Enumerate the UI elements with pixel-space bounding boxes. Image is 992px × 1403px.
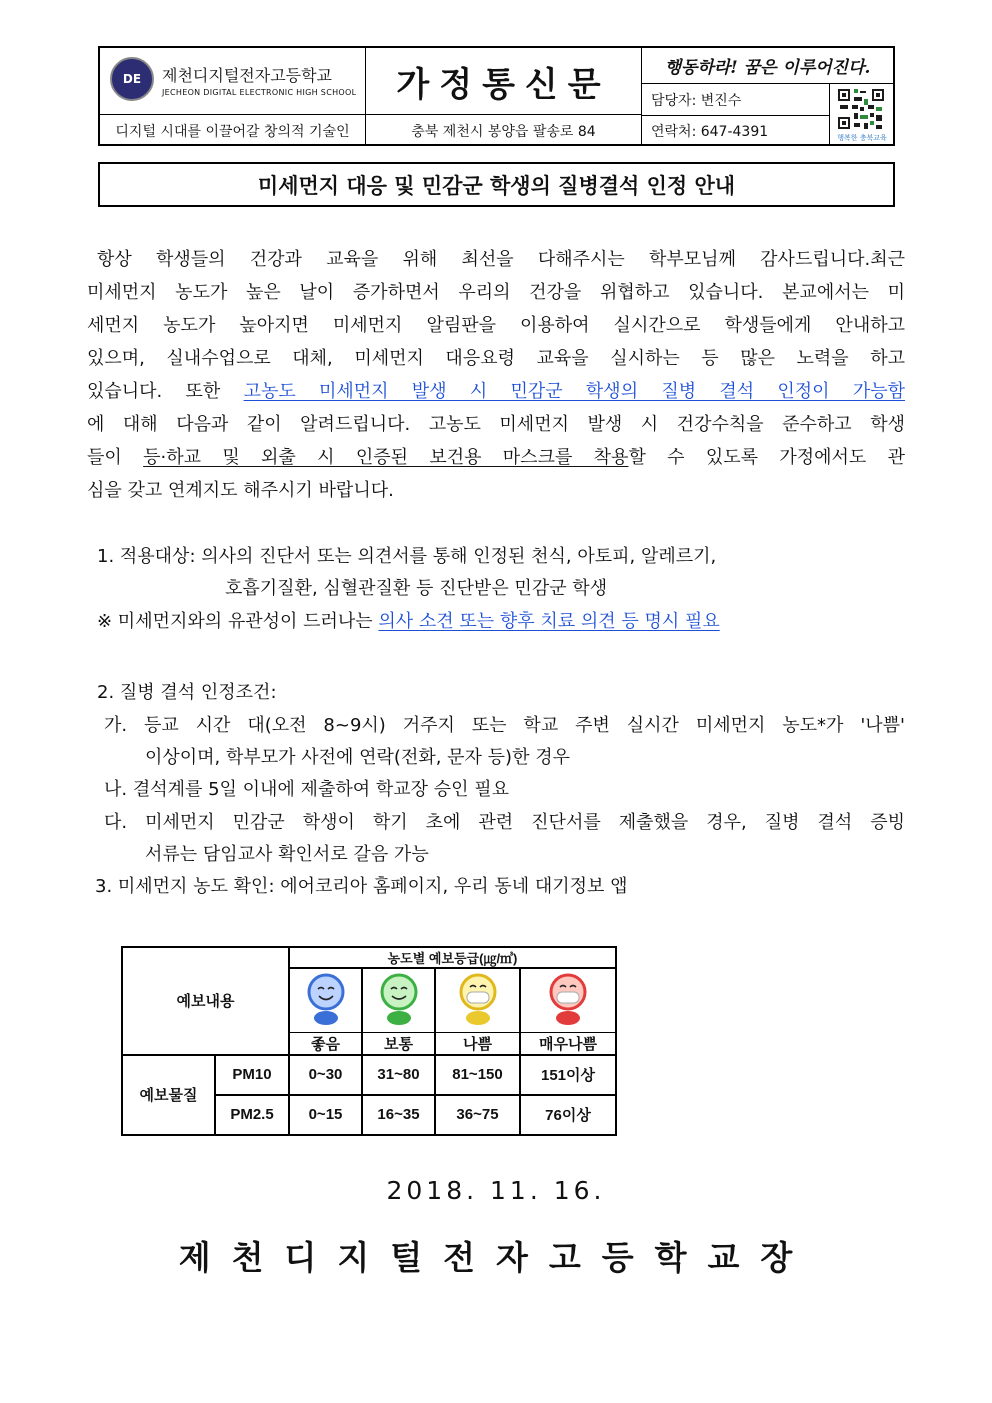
principal-signature: 제천디지털전자고등학교장	[178, 1238, 814, 1277]
concentration-grade-header: 농도별 예보등급(㎍/㎥)	[289, 947, 616, 968]
notice-subject: 미세먼지 대응 및 민감군 학생의 질병결석 인정 안내	[98, 162, 895, 207]
grade-label-normal: 보통	[362, 1032, 435, 1055]
section-2-c-line-1: 다. 미세먼지 민감군 학생이 학기 초에 관련 진단서를 제출했을 경우, 질병 결석 증빙	[104, 812, 905, 833]
school-motto: 디지털 시대를 이끌어갈 창의적 기술인	[100, 115, 366, 146]
pollutant-group-label: 예보물질	[122, 1055, 215, 1135]
note-highlight: 의사 소견 또는 향후 치료 의견 등 명시 필요	[378, 611, 720, 632]
section-1-note: ※ 미세먼지와의 유관성이 드러나는 의사 소견 또는 향후 치료 의견 등 명시 필요	[97, 611, 720, 632]
issue-date: 2018. 11. 16.	[386, 1176, 606, 1205]
school-emblem-icon: DE	[110, 57, 154, 101]
mask-yellow-icon	[454, 970, 502, 1026]
section-1-line-2: 호흡기질환, 심혈관질환 등 진단받은 민감군 학생	[225, 578, 608, 599]
intro-underline: 등·하교 및 외출 시 인증된 보건용 마스크를 착용	[143, 447, 629, 468]
forecast-content-header: 예보내용	[122, 947, 289, 1055]
school-name: 제천디지털전자고등학교	[162, 66, 333, 85]
pm25-bad: 36~75	[435, 1095, 520, 1135]
grade-label-bad: 나쁨	[435, 1032, 520, 1055]
newsletter-header	[98, 46, 895, 146]
contact-number: 연락처: 647-4391	[642, 116, 830, 146]
pm10-very-bad: 151이상	[520, 1055, 616, 1095]
intro-highlight: 고농도 미세먼지 발생 시 민감군 학생의 질병 결석 인정이 가능함	[243, 381, 905, 402]
section-2-b: 나. 결석계를 5일 이내에 제출하여 학교장 승인 필요	[104, 779, 509, 800]
pm25-very-bad: 76이상	[520, 1095, 616, 1135]
grade-very-bad-icon-cell	[520, 968, 616, 1032]
mask-red-icon	[544, 970, 592, 1026]
pm25-label: PM2.5	[215, 1095, 289, 1135]
pm25-good: 0~15	[289, 1095, 362, 1135]
pm10-normal: 31~80	[362, 1055, 435, 1095]
intro-line-2: 미세먼지 농도가 높은 날이 증가하면서 우리의 건강을 위협하고 있습니다. 본교에서는 미	[87, 282, 905, 303]
section-2-title: 2. 질병 결석 인정조건:	[97, 682, 277, 703]
manager-name: 담당자: 변진수	[642, 84, 830, 116]
intro-line-5: 있습니다. 또한 고농도 미세먼지 발생 시 민감군 학생의 질병 결석 인정이 가능함	[87, 381, 905, 402]
intro-line-4: 있으며, 실내수업으로 대체, 미세먼지 대응요령 교육을 실시하는 등 많은 노력을 하고	[87, 348, 905, 369]
qr-caption: 행복한 충북교육	[837, 134, 887, 142]
air-quality-forecast-table	[121, 946, 617, 1136]
section-2-a-line-2: 이상이며, 학부모가 사전에 연락(전화, 문자 등)한 경우	[145, 747, 570, 768]
section-3: 3. 미세먼지 농도 확인: 에어코리아 홈페이지, 우리 동네 대기정보 앱	[95, 876, 628, 897]
grade-normal-icon-cell	[362, 968, 435, 1032]
qr-code-icon	[836, 87, 886, 131]
pm10-label: PM10	[215, 1055, 289, 1095]
qr-code-cell	[830, 84, 893, 146]
school-address: 충북 제천시 봉양읍 팔송로 84	[366, 115, 642, 146]
intro-line-7: 들이 등·하교 및 외출 시 인증된 보건용 마스크를 착용할 수 있도록 가정에서도 관	[87, 447, 906, 468]
section-2-a-line-1: 가. 등교 시간 대(오전 8~9시) 거주지 또는 학교 주변 실시간 미세먼지 농도*가 '나쁨'	[104, 715, 905, 736]
intro-line-6: 에 대해 다음과 같이 알려드립니다. 고농도 미세먼지 발생 시 건강수칙을 준수하고 학생	[87, 414, 905, 435]
smile-blue-icon	[302, 970, 350, 1026]
smile-green-icon	[375, 970, 423, 1026]
intro-line-3: 세먼지 농도가 높아지면 미세먼지 알림판을 이용하여 실시간으로 학생들에게 안내하고	[87, 315, 905, 336]
grade-label-very-bad: 매우나쁨	[520, 1032, 616, 1055]
school-logo-cell	[100, 48, 366, 115]
grade-bad-icon-cell	[435, 968, 520, 1032]
school-slogan: 행동하라! 꿈은 이루어진다.	[642, 48, 893, 84]
document-title: 가정통신문	[366, 48, 642, 115]
pm10-good: 0~30	[289, 1055, 362, 1095]
pm10-bad: 81~150	[435, 1055, 520, 1095]
grade-good-icon-cell	[289, 968, 362, 1032]
intro-line-8: 심을 갖고 연계지도 해주시기 바랍니다.	[87, 480, 394, 501]
intro-line-1: 항상 학생들의 건강과 교육을 위해 최선을 다해주시는 학부모님께 감사드립니다.최근	[97, 249, 905, 270]
school-name-english: JECHEON DIGITAL ELECTRONIC HIGH SCHOOL	[162, 88, 357, 97]
section-1-line-1: 1. 적용대상: 의사의 진단서 또는 의견서를 통해 인정된 천식, 아토피, 알레르기,	[97, 546, 717, 567]
grade-label-good: 좋음	[289, 1032, 362, 1055]
pm25-normal: 16~35	[362, 1095, 435, 1135]
section-2-c-line-2: 서류는 담임교사 확인서로 갈음 가능	[145, 844, 429, 865]
